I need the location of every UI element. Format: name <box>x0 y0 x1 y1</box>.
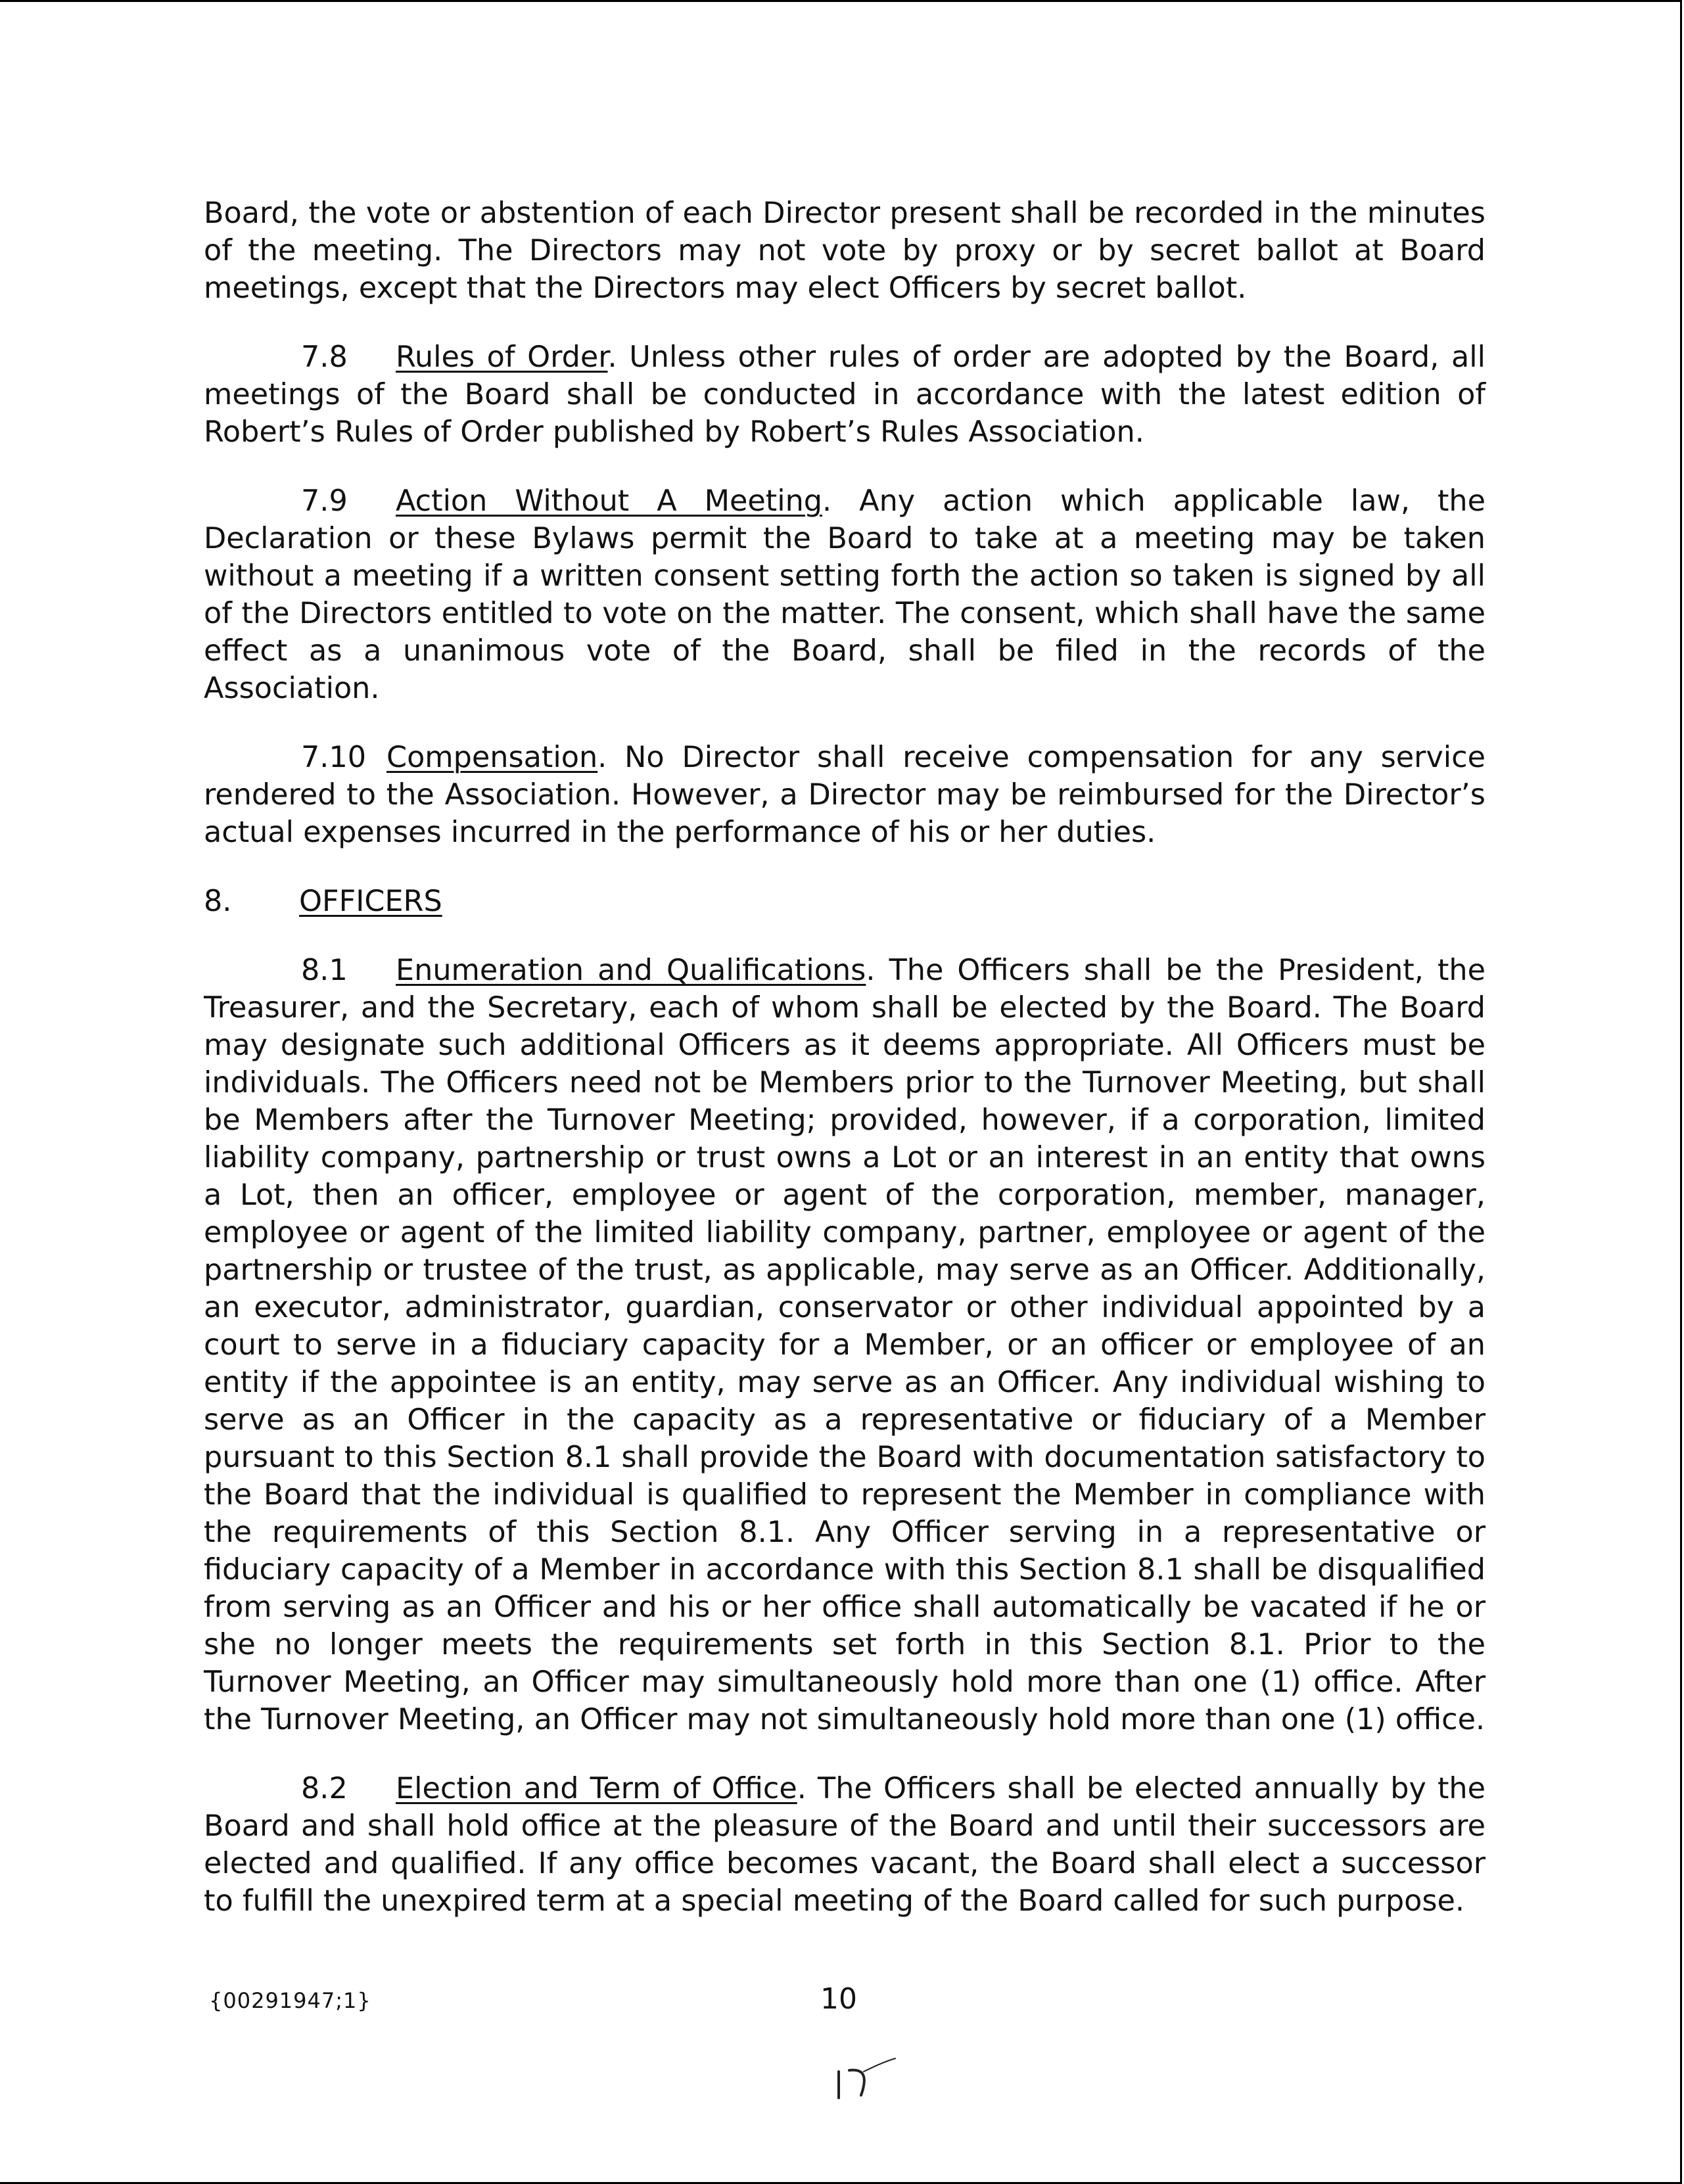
section-number: 8.1 <box>301 954 348 987</box>
section-8-title <box>204 883 1485 920</box>
section-number: 7.10 <box>301 741 367 774</box>
section-number: 7.9 <box>301 484 348 518</box>
section-7-10 <box>204 739 1485 851</box>
section-text: . The Officers shall be elected annually by the Board and shall hold office at the pleasure of the Board and until their successors are elected and qualified. If any office becomes vacant, the Board shall elect a successor to fulfill the unexpired term at a special meeting of the Board called for such purpose. <box>204 1772 1486 1918</box>
section-number: 8. <box>204 885 232 918</box>
section-7-8 <box>204 338 1485 451</box>
section-8-2 <box>204 1770 1485 1920</box>
document-body <box>204 195 1485 1951</box>
section-number: 7.8 <box>301 340 348 374</box>
section-8-1 <box>204 952 1485 1738</box>
section-text: . No Director shall receive compensation for any service rendered to the Association. However, a Director may be reimbursed for the Director’s actual expenses incurred in the performance of his or her duties. <box>204 741 1485 849</box>
section-heading: Action Without A Meeting <box>396 484 823 518</box>
section-text: . The Officers shall be the President, the Treasurer, and the Secretary, each of whom shall be elected by the Board. The Board may designate such additional Officers as it deems appropriate. All Officers must be individuals. The Officers need not be Members prior to the Turnover Meeting, but shall be Members after the Turnover Meeting; provided, however, if a corporation, limited liability company, partnership or trust owns a Lot or an interest in an entity that owns a Lot, then an officer, employee or agent of the corporation, member, manager, employee or agent of the limited liability company, partner, employee or agent of the partnership or trustee of the trust, as applicable, may serve as an Officer. Additionally, an executor, administrator, guardian, conservator or other individual appointed by a court to serve in a fiduciary capacity for a Member, or an officer or employee of an entity if the appointee is an entity, may serve as an Officer. Any individual wishing to serve as an Officer in the capacity as a representative or fiduciary of a Member pursuant to this Section 8.1 shall provide the Board with documentation satisfactory to the Board that the individual is qualified to represent the Member in compliance with the requirements of this Section 8.1. Any Officer serving in a representative or fiduciary capacity of a Member in accordance with this Section 8.1 shall be disqualified from serving as an Officer and his or her office shall automatically be vacated if he or she no longer meets the requirements set forth in this Section 8.1. Prior to the Turnover Meeting, an Officer may simultaneously hold more than one (1) office. After the Turnover Meeting, an Officer may not simultaneously hold more than one (1) office. <box>204 954 1485 1736</box>
document-code: {00291947;1} <box>209 1988 371 2013</box>
section-heading: Compensation <box>386 741 598 774</box>
section-text: . Any action which applicable law, the Declaration or these Bylaws permit the Board to take at a meeting may be taken without a meeting if a written consent setting forth the action so taken is signed by all of the Directors entitled to vote on the matter. The consent, which shall have the same effect as a unanimous vote of the Board, shall be filed in the records of the Association. <box>204 484 1485 705</box>
section-number: 8.2 <box>301 1772 348 1805</box>
section-heading: Rules of Order <box>396 340 608 374</box>
section-text: . Unless other rules of order are adopted by the Board, all meetings of the Board shall be conducted in accordance with the latest edition of Robert’s Rules of Order published by Robert’s Rules Association. <box>204 340 1485 449</box>
section-heading: Enumeration and Qualifications <box>396 954 866 987</box>
section-heading: Election and Term of Office <box>396 1772 797 1805</box>
section-7-9 <box>204 482 1485 707</box>
section-heading: OFFICERS <box>299 885 442 918</box>
handwritten-page-mark <box>835 2057 914 2103</box>
paragraph-continuation: Board, the vote or abstention of each Director present shall be recorded in the minutes of the meeting. The Directors may not vote by proxy or by secret ballot at Board meetings, except that the Directors may elect Officers by secret ballot. <box>204 197 1485 305</box>
page-number: 10 <box>820 1982 857 2016</box>
